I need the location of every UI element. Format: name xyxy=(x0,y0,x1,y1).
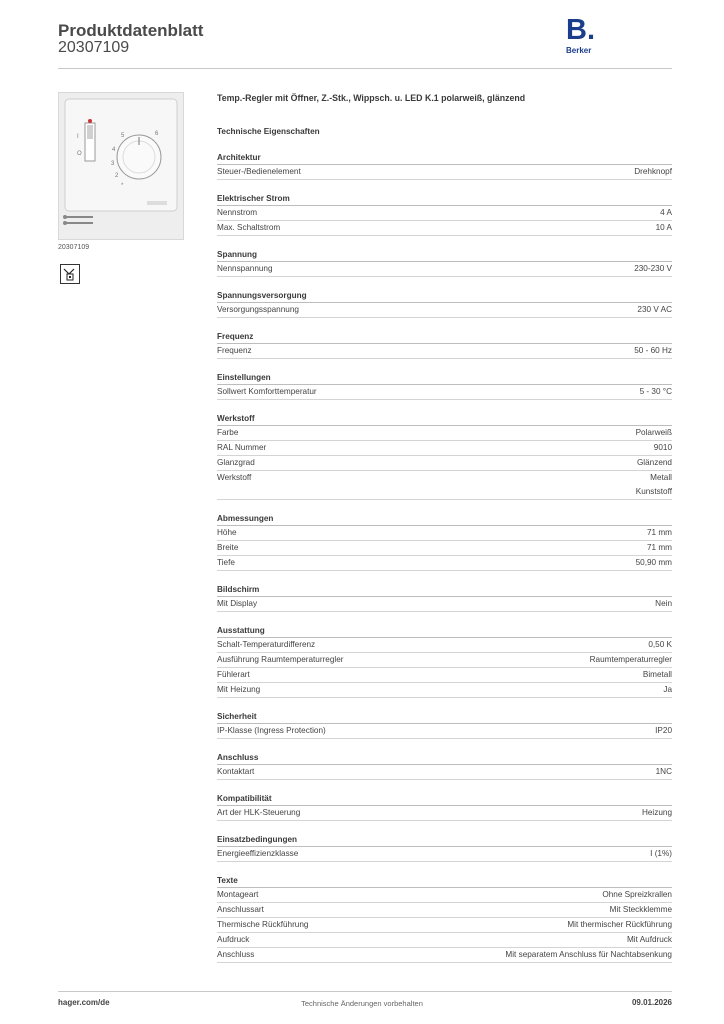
spec-row xyxy=(217,221,672,236)
spec-row xyxy=(217,303,672,318)
image-reference: 20307109 xyxy=(58,244,90,251)
spec-value xyxy=(647,526,672,540)
spec-section xyxy=(217,875,672,963)
section-title: Abmessungen xyxy=(217,513,672,526)
spec-row xyxy=(217,441,672,456)
spec-section xyxy=(217,834,672,862)
spec-value xyxy=(663,683,672,697)
spec-label: Versorgungsspannung xyxy=(217,305,299,314)
spec-value xyxy=(656,221,672,235)
spec-value-text: 0,50 K xyxy=(648,640,672,649)
spec-row xyxy=(217,597,672,612)
spec-value xyxy=(590,653,672,667)
spec-row xyxy=(217,948,672,963)
spec-label: Anschluss xyxy=(217,950,255,959)
spec-label: Nennstrom xyxy=(217,208,258,217)
spec-label: Aufdruck xyxy=(217,935,250,944)
spec-row xyxy=(217,903,672,918)
spec-value xyxy=(637,303,672,317)
svg-text:2: 2 xyxy=(115,173,119,179)
spec-value-text: 9010 xyxy=(653,443,672,452)
svg-text:5: 5 xyxy=(121,133,125,139)
spec-label: Max. Schaltstrom xyxy=(217,223,281,232)
spec-value-text: Bimetall xyxy=(642,670,672,679)
spec-value xyxy=(650,847,672,861)
spec-section xyxy=(217,625,672,698)
spec-section xyxy=(217,249,672,277)
spec-value xyxy=(637,456,672,470)
spec-value xyxy=(647,541,672,555)
spec-row xyxy=(217,765,672,780)
spec-label: Sollwert Komforttemperatur xyxy=(217,387,317,396)
spec-value-text: Mit thermischer Rückführung xyxy=(567,920,672,929)
spec-value xyxy=(610,903,672,917)
product-image xyxy=(58,92,184,240)
tool-icon xyxy=(60,264,80,284)
spec-row xyxy=(217,806,672,821)
logo-text: Berker xyxy=(566,46,592,55)
header-divider xyxy=(58,68,672,69)
spec-value xyxy=(655,597,672,611)
berker-logo xyxy=(566,16,606,56)
spec-value xyxy=(656,765,672,779)
svg-text:4: 4 xyxy=(112,147,116,153)
spec-section xyxy=(217,331,672,359)
spec-section xyxy=(217,193,672,236)
section-title: Sicherheit xyxy=(217,711,672,724)
section-title: Spannung xyxy=(217,249,672,262)
spec-value-text: 10 A xyxy=(655,223,672,232)
svg-text:6: 6 xyxy=(155,131,159,137)
spec-row xyxy=(217,653,672,668)
spec-value-text: Heizung xyxy=(641,808,672,817)
spec-row xyxy=(217,426,672,441)
spec-section xyxy=(217,372,672,400)
spec-label: Breite xyxy=(217,543,239,552)
spec-value-text: Mit Steckklemme xyxy=(609,905,672,914)
logo-letter: B. xyxy=(566,14,595,46)
spec-label: RAL Nummer xyxy=(217,443,267,452)
footer-disclaimer: Technische Änderungen vorbehalten xyxy=(301,999,423,1008)
spec-row xyxy=(217,933,672,948)
spec-label: Tiefe xyxy=(217,558,235,567)
spec-row xyxy=(217,918,672,933)
spec-section xyxy=(217,584,672,612)
spec-value-text: 50,90 mm xyxy=(635,558,672,567)
spec-label: IP-Klasse (Ingress Protection) xyxy=(217,726,326,735)
spec-label: Fühlerart xyxy=(217,670,250,679)
section-title: Einsatzbedingungen xyxy=(217,834,672,847)
spec-value xyxy=(505,948,672,962)
spec-label: Thermische Rückführung xyxy=(217,920,309,929)
section-title: Anschluss xyxy=(217,752,672,765)
spec-label: Ausführung Raumtemperaturregler xyxy=(217,655,344,664)
section-title: Einstellungen xyxy=(217,372,672,385)
svg-text:O: O xyxy=(77,151,82,157)
section-title: Elektrischer Strom xyxy=(217,193,672,206)
spec-row xyxy=(217,526,672,541)
spec-label: Frequenz xyxy=(217,346,252,355)
svg-text:I: I xyxy=(77,134,79,140)
spec-label: Mit Display xyxy=(217,599,258,608)
spec-value xyxy=(634,262,672,276)
spec-row xyxy=(217,683,672,698)
spec-section xyxy=(217,752,672,780)
spec-label: Nennspannung xyxy=(217,264,273,273)
spec-section xyxy=(217,513,672,571)
spec-label: Energieeffizienzklasse xyxy=(217,849,299,858)
spec-label: Mit Heizung xyxy=(217,685,261,694)
spec-value-text: 1NC xyxy=(655,767,672,776)
spec-value xyxy=(567,918,672,932)
spec-value-text: Ja xyxy=(663,685,672,694)
spec-label: Kontaktart xyxy=(217,767,255,776)
spec-row xyxy=(217,471,672,500)
spec-content xyxy=(217,93,672,963)
spec-value xyxy=(640,385,672,399)
spec-value-text: 71 mm xyxy=(646,543,672,552)
spec-row xyxy=(217,456,672,471)
spec-row xyxy=(217,262,672,277)
section-title: Spannungsversorgung xyxy=(217,290,672,303)
thermostat-illustration xyxy=(59,93,183,239)
spec-label: Glanzgrad xyxy=(217,458,255,467)
svg-text:3: 3 xyxy=(111,161,115,167)
product-subtitle: Temp.-Regler mit Öffner, Z.-Stk., Wippsch. u. LED K.1 polarweiß, glänzend xyxy=(217,93,526,103)
spec-row xyxy=(217,668,672,683)
spec-value-text: Polarweiß xyxy=(635,428,672,437)
spec-value xyxy=(636,426,672,440)
spec-row xyxy=(217,206,672,221)
spec-value-text: 230-230 V xyxy=(634,264,672,273)
spec-label: Steuer-/Bedienelement xyxy=(217,167,301,176)
footer-divider xyxy=(58,991,672,992)
spec-value-text: Glänzend xyxy=(636,458,672,467)
spec-section xyxy=(217,413,672,500)
spec-value-text-2: Kunststoff xyxy=(635,487,672,496)
article-number: 20307109 xyxy=(58,39,130,56)
spec-label: Farbe xyxy=(217,428,239,437)
spec-value-text: 50 - 60 Hz xyxy=(634,346,672,355)
spec-row xyxy=(217,888,672,903)
spec-label: Werkstoff xyxy=(217,473,252,482)
spec-value-text: IP20 xyxy=(655,726,672,735)
spec-value-text: 71 mm xyxy=(646,528,672,537)
spec-row xyxy=(217,847,672,862)
spec-value-text: Nein xyxy=(655,599,672,608)
spec-value xyxy=(627,933,672,947)
spec-value xyxy=(660,206,672,220)
section-title: Texte xyxy=(217,875,672,888)
footer-date: 09.01.2026 xyxy=(631,998,672,1007)
spec-value xyxy=(643,668,672,682)
section-title: Frequenz xyxy=(217,331,672,344)
spec-row xyxy=(217,556,672,571)
spec-value-text: Mit separatem Anschluss für Nachtabsenkung xyxy=(505,950,672,959)
spec-row xyxy=(217,724,672,739)
footer-website[interactable]: hager.com/de xyxy=(58,998,110,1007)
spec-value xyxy=(602,888,672,902)
spec-value-text: Raumtemperaturregler xyxy=(589,655,672,664)
spec-value xyxy=(648,638,672,652)
section-title: Kompatibilität xyxy=(217,793,672,806)
spec-value-text: 4 A xyxy=(660,208,672,217)
spec-row xyxy=(217,385,672,400)
spec-value xyxy=(642,806,672,820)
spec-section xyxy=(217,711,672,739)
spec-value-text: Drehknopf xyxy=(634,167,672,176)
spec-value-text: I (1%) xyxy=(650,849,672,858)
spec-row xyxy=(217,541,672,556)
spec-sections xyxy=(217,152,672,963)
spec-value-text: Mit Aufdruck xyxy=(626,935,672,944)
spec-value xyxy=(634,344,672,358)
spec-value-text: 5 - 30 °C xyxy=(639,387,672,396)
spec-value xyxy=(636,556,672,570)
spec-label: Montageart xyxy=(217,890,259,899)
spec-row xyxy=(217,165,672,180)
spec-value xyxy=(654,441,672,455)
spec-value xyxy=(634,165,672,179)
tech-heading: Technische Eigenschaften xyxy=(217,127,320,136)
section-title: Werkstoff xyxy=(217,413,672,426)
spec-section xyxy=(217,290,672,318)
page-title: Produktdatenblatt xyxy=(58,21,204,40)
spec-value-text: Ohne Spreizkrallen xyxy=(602,890,672,899)
spec-row xyxy=(217,344,672,359)
section-title: Architektur xyxy=(217,152,672,165)
spec-value xyxy=(655,724,672,738)
spec-section xyxy=(217,152,672,180)
spec-row xyxy=(217,638,672,653)
spec-value-text: 230 V AC xyxy=(637,305,672,314)
spec-label: Anschlussart xyxy=(217,905,264,914)
section-title: Bildschirm xyxy=(217,584,672,597)
section-title: Ausstattung xyxy=(217,625,672,638)
svg-text:*: * xyxy=(121,183,124,189)
spec-label: Art der HLK-Steuerung xyxy=(217,808,301,817)
spec-label: Schalt-Temperaturdifferenz xyxy=(217,640,316,649)
spec-label: Höhe xyxy=(217,528,237,537)
spec-value xyxy=(636,471,672,499)
spec-section xyxy=(217,793,672,821)
spec-value-text: Metall xyxy=(650,473,672,482)
